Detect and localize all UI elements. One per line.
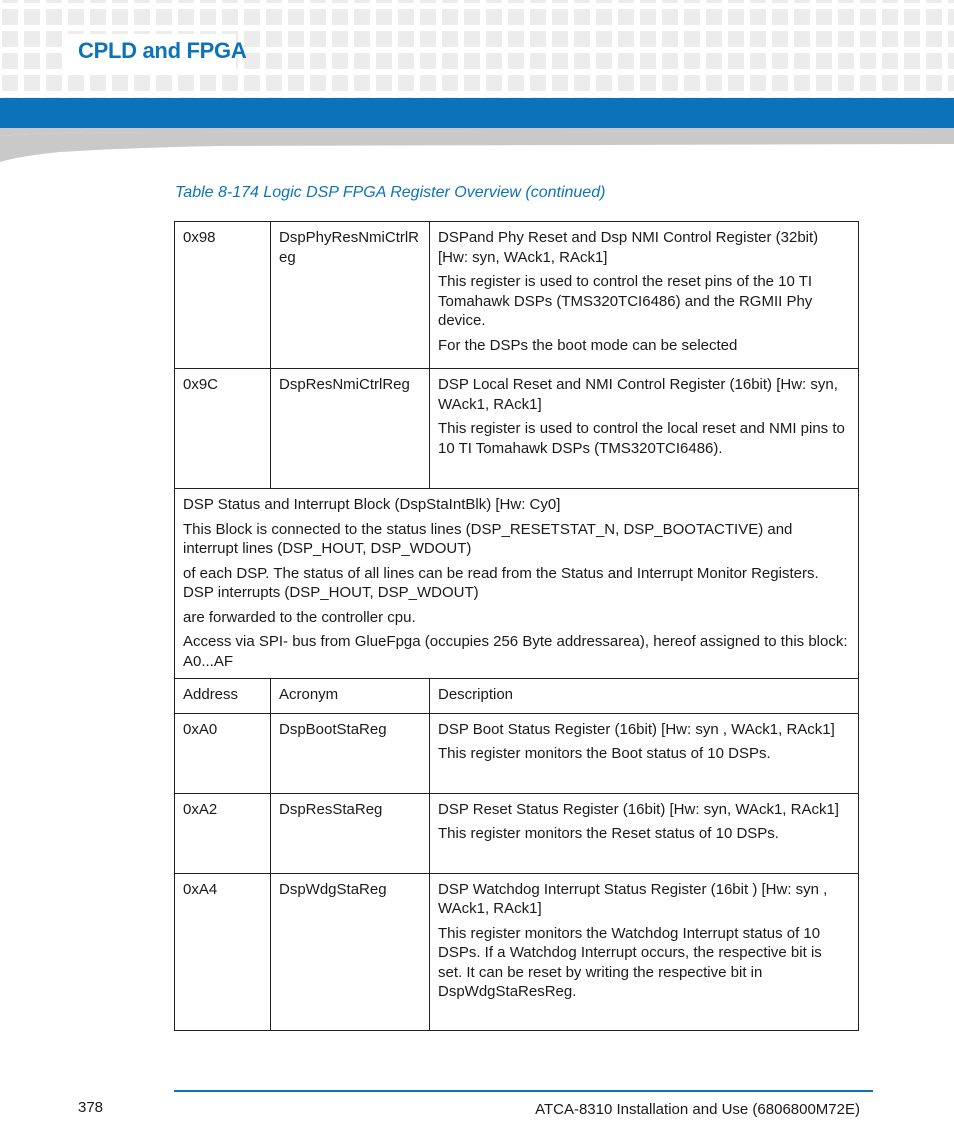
- acronym-cell: DspWdgStaReg: [271, 873, 430, 1030]
- description-line: For the DSPs the boot mode can be selected: [438, 336, 738, 354]
- address-cell: 0x9C: [175, 369, 271, 489]
- acronym-cell: DspPhyResNmiCtrlR eg: [271, 222, 430, 369]
- page-number: 378: [78, 1099, 104, 1116]
- acronym-cell: DspResNmiCtrlReg: [271, 369, 430, 489]
- table-caption: Table 8-174 Logic DSP FPGA Register Overview (continued): [175, 184, 606, 201]
- column-header-row: [175, 679, 859, 714]
- column-header-address: Address: [175, 679, 271, 714]
- description-line: This register monitors the Boot status of 10 DSPs.: [438, 745, 771, 762]
- description-line: This register monitors the Watchdog Interrupt status of 10 DSPs. If a Watchdog Interrupt occurs, the respective bit is set. It can be reset by writing the respective bit in DspWdgStaResReg.: [438, 924, 822, 1000]
- header-gray-swoosh: [0, 128, 954, 164]
- description-cell: [430, 873, 859, 1030]
- table-row: [175, 222, 859, 369]
- block-description-cell: [175, 489, 859, 679]
- block-line: Access via SPI- bus from GlueFpga (occupies 256 Byte addressarea), hereof assigned to this block: A0...AF: [183, 633, 848, 670]
- description-cell: [430, 793, 859, 873]
- description-line: This register monitors the Reset status of 10 DSPs.: [438, 825, 779, 842]
- description-line: This register is used to control the reset pins of the 10 TI Tomahawk DSPs (TMS320TCI6486) and the RGMII Phy device.: [438, 273, 813, 329]
- description-cell: [430, 713, 859, 793]
- description-line: DSPand Phy Reset and Dsp NMI Control Register (32bit) [Hw: syn, WAck1, RAck1]: [438, 229, 819, 266]
- section-title: CPLD and FPGA: [78, 38, 247, 63]
- table-row: [175, 369, 859, 489]
- address-cell: 0xA4: [175, 873, 271, 1030]
- block-line: are forwarded to the controller cpu.: [183, 608, 416, 626]
- footer-rule: [174, 1090, 873, 1092]
- description-line: DSP Watchdog Interrupt Status Register (16bit ) [Hw: syn , WAck1, RAck1]: [438, 880, 828, 917]
- column-header-description: Description: [430, 679, 859, 714]
- address-cell: 0xA0: [175, 713, 271, 793]
- header-blue-band: [0, 98, 954, 128]
- acronym-cell: DspBootStaReg: [271, 713, 430, 793]
- register-table: [174, 221, 859, 1031]
- table-row: [175, 713, 859, 793]
- block-line: This Block is connected to the status lines (DSP_RESETSTAT_N, DSP_BOOTACTIVE) and interrupt lines (DSP_HOUT, DSP_WDOUT): [183, 520, 793, 557]
- acronym-cell: DspResStaReg: [271, 793, 430, 873]
- block-line: of each DSP. The status of all lines can be read from the Status and Interrupt Monitor Registers. DSP interrupts (DSP_HOUT, DSP_WDOUT): [183, 564, 819, 601]
- address-cell: 0xA2: [175, 793, 271, 873]
- description-cell: [430, 369, 859, 489]
- table-row: [175, 873, 859, 1030]
- document-title: ATCA-8310 Installation and Use (6806800M72E): [535, 1101, 860, 1118]
- description-line: DSP Local Reset and NMI Control Register (16bit) [Hw: syn, WAck1, RAck1]: [438, 376, 838, 413]
- description-cell: [430, 222, 859, 369]
- address-cell: 0x98: [175, 222, 271, 369]
- block-line: DSP Status and Interrupt Block (DspStaIntBlk) [Hw: Cy0]: [183, 496, 561, 513]
- block-description-row: [175, 489, 859, 679]
- column-header-acronym: Acronym: [271, 679, 430, 714]
- description-line: DSP Boot Status Register (16bit) [Hw: syn , WAck1, RAck1]: [438, 720, 835, 738]
- table-row: [175, 793, 859, 873]
- description-line: DSP Reset Status Register (16bit) [Hw: syn, WAck1, RAck1]: [438, 800, 839, 818]
- description-line: This register is used to control the local reset and NMI pins to 10 TI Tomahawk DSPs (TMS320TCI6486).: [438, 420, 845, 457]
